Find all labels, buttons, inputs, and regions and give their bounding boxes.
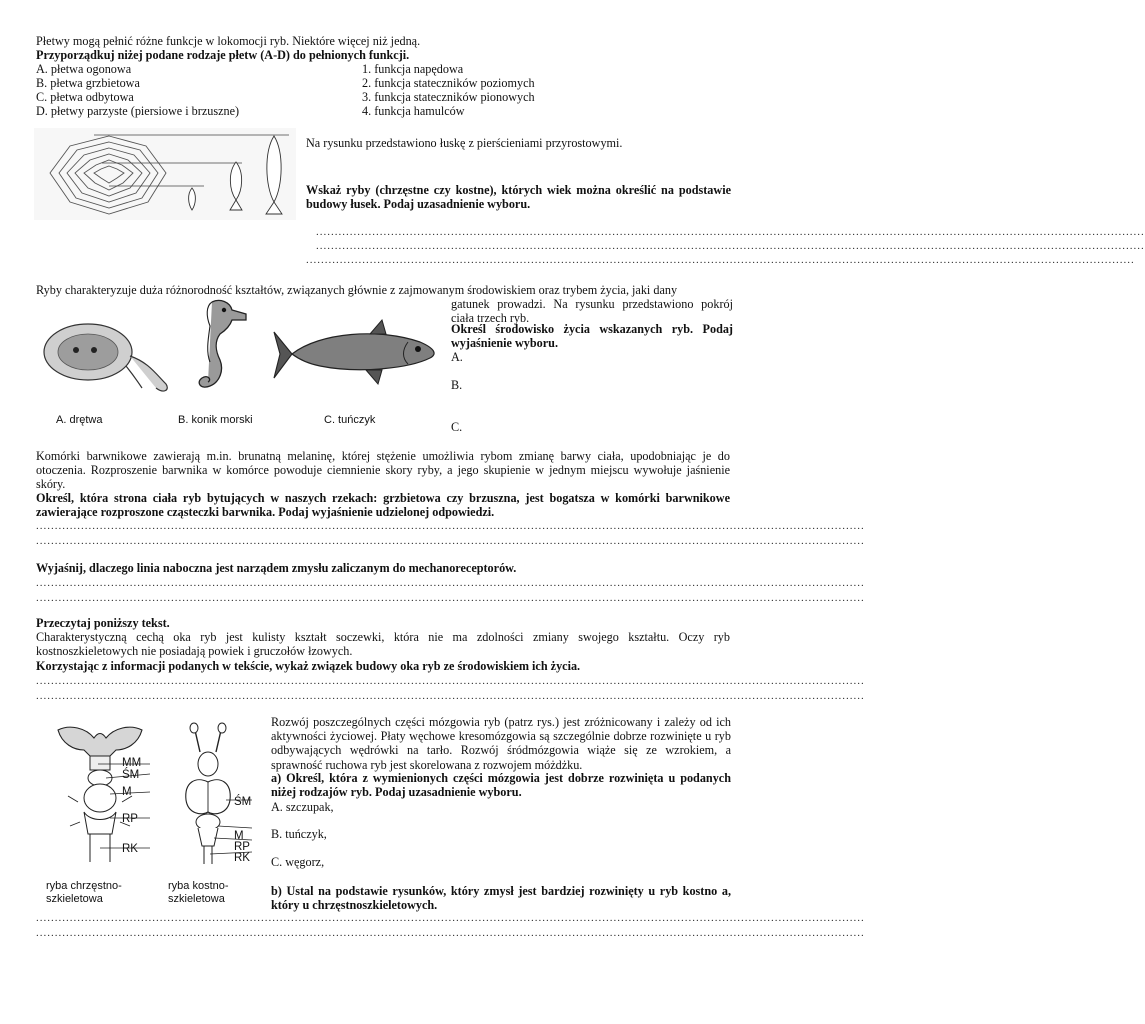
task7-a-item-eel: C. węgorz, (271, 855, 325, 869)
seahorse-illustration (190, 296, 252, 396)
brain-label-mm: MM (122, 757, 142, 769)
brain-label-sm-bony: ŚM (234, 796, 252, 808)
answer-line[interactable]: ............................................................................................................................................................................................................................. (36, 592, 865, 604)
answer-line[interactable]: ............................................................................................................................................................................................................................. (316, 226, 1145, 238)
brain-label-rk-bony: RK (234, 852, 250, 864)
fin-a: A. płetwa ogonowa (36, 62, 132, 76)
task3-instruction: Określ środowisko życia wskazanych ryb. Podaj wyjaśnienie wyboru. (451, 322, 733, 351)
answer-line[interactable]: ............................................................................................................................................................................................................................. (36, 577, 865, 589)
brain-label-rk: RK (122, 843, 138, 855)
caption-tuna: C. tuńczyk (324, 414, 376, 426)
caption-cartilaginous: ryba chrzęstno- szkieletowa (46, 880, 122, 905)
answer-line[interactable]: ............................................................................................................................................................................................................................. (36, 675, 865, 687)
task6-heading: Przeczytaj poniższy tekst. (36, 616, 170, 630)
task5-instruction: Wyjaśnij, dlaczego linia naboczna jest narządem zmysłu zaliczanym do mechanoreceptorów. (36, 561, 517, 575)
task4-intro: Komórki barwnikowe zawierają m.in. brunatną melaninę, której stężenie umożliwia rybom zmianę barwy ciała, upodobniając je do otoczenia. Rozproszenie barwnika w komórce powoduje ciemnienie skory ryby, a jego skupienie w jednym miejscu wywołuje jaśnienie skóry. (36, 449, 730, 492)
brain-label-m: M (122, 786, 132, 798)
brain-label-sm: ŚM (122, 769, 140, 781)
scale-growth-rings-figure (34, 128, 296, 220)
answer-line[interactable]: ............................................................................................................................................................................................................................. (36, 927, 865, 939)
task2-instruction: Wskaż ryby (chrzęstne czy kostne), których wiek można określić na podstawie budowy łusek. Podaj uzasadnienie wyboru. (306, 183, 731, 212)
answer-line[interactable]: ............................................................................................................................................................................................................................. (36, 535, 865, 547)
answer-line[interactable]: ............................................................................................................................................................................................................................. (36, 520, 865, 532)
task1-instruction: Przyporządkuj niżej podane rodzaje płetw (A-D) do pełnionych funkcji. (36, 48, 410, 62)
task7-a-item-tuna: B. tuńczyk, (271, 827, 327, 841)
task6-instruction: Korzystając z informacji podanych w tekście, wykaż związek budowy oka ryb ze środowiskiem ich życia. (36, 659, 581, 673)
fin-b: B. płetwa grzbietowa (36, 76, 140, 90)
task3-intro-rest: gatunek prowadzi. Na rysunku przedstawiono pokrój ciała trzech ryb. (451, 297, 733, 326)
task6-text: Charakterystyczną cechą oka ryb jest kulisty kształt soczewki, która nie ma zdolności zmiany swojego kształtu. Oczy ryb kostnoszkieletowych nie posiadają powiek i gruczołów łzowych. (36, 630, 730, 659)
answer-line[interactable]: ............................................................................................................................................................................................................................. (306, 254, 1135, 266)
task1-intro: Płetwy mogą pełnić różne funkcje w lokomocji ryb. Niektóre więcej niż jedną. (36, 34, 421, 48)
function-2: 2. funkcja stateczników poziomych (362, 76, 535, 90)
task7-a-instruction: a) Określ, która z wymienionych części mózgowia jest dobrze rozwinięta u podanych niżej rodzajów ryb. Podaj uzasadnienie wyboru. (271, 771, 731, 800)
task7-a-item-pike: A. szczupak, (271, 800, 334, 814)
task7-b-instruction: b) Ustal na podstawie rysunków, który zmysł jest bardziej rozwinięty u ryb kostno a, który u chrzęstnoszkieletowych. (271, 884, 731, 913)
function-4: 4. funkcja hamulców (362, 104, 465, 118)
electric-ray-illustration (38, 318, 178, 398)
task2-intro: Na rysunku przedstawiono łuskę z pierścieniami przyrostowymi. (306, 136, 623, 150)
function-3: 3. funkcja stateczników pionowych (362, 90, 535, 104)
brain-label-rp-bony: RP (234, 841, 250, 853)
brain-label-rp: RP (122, 813, 138, 825)
task3-answer-a: A. (451, 350, 463, 364)
answer-line[interactable]: ............................................................................................................................................................................................................................. (316, 240, 1145, 252)
caption-seahorse: B. konik morski (178, 414, 253, 426)
task7-intro: Rozwój poszczególnych części mózgowia ryb (patrz rys.) jest zróżnicowany i zależy od ich aktywności życiowej. Płaty węchowe kresomózgowia są szczególnie dobrze rozwinięte u ryb odbywających wędrówki na tarło. Rozwój śródmózgowia wiąże się ze wzrokiem, a sprawność ruchowa ryb jest skorelowana z rozwojem móżdżku. (271, 715, 731, 772)
caption-electric-ray: A. drętwa (56, 414, 103, 426)
brain-label-m-bony: M (234, 830, 244, 842)
answer-line[interactable]: ............................................................................................................................................................................................................................. (36, 912, 865, 924)
fin-d: D. płetwy parzyste (piersiowe i brzuszne) (36, 104, 240, 118)
answer-line[interactable]: ............................................................................................................................................................................................................................. (36, 690, 865, 702)
task3-answer-c: C. (451, 420, 463, 434)
task4-instruction: Określ, która strona ciała ryb bytujących w naszych rzekach: grzbietowa czy brzuszna, jest bogatsza w komórki barwnikowe zawierające rozproszone cząsteczki barwnika. Podaj wyjaśnienie udzielonej odpowiedzi. (36, 491, 730, 520)
task3-intro-line1: Ryby charakteryzuje duża różnorodność kształtów, związanych głównie z zajmowanym środowiskiem oraz trybem życia, jaki dany (36, 283, 678, 297)
fin-c: C. płetwa odbytowa (36, 90, 134, 104)
task3-answer-b: B. (451, 378, 463, 392)
tuna-illustration (270, 318, 442, 388)
caption-bony: ryba kostno- szkieletowa (168, 880, 229, 905)
function-1: 1. funkcja napędowa (362, 62, 464, 76)
